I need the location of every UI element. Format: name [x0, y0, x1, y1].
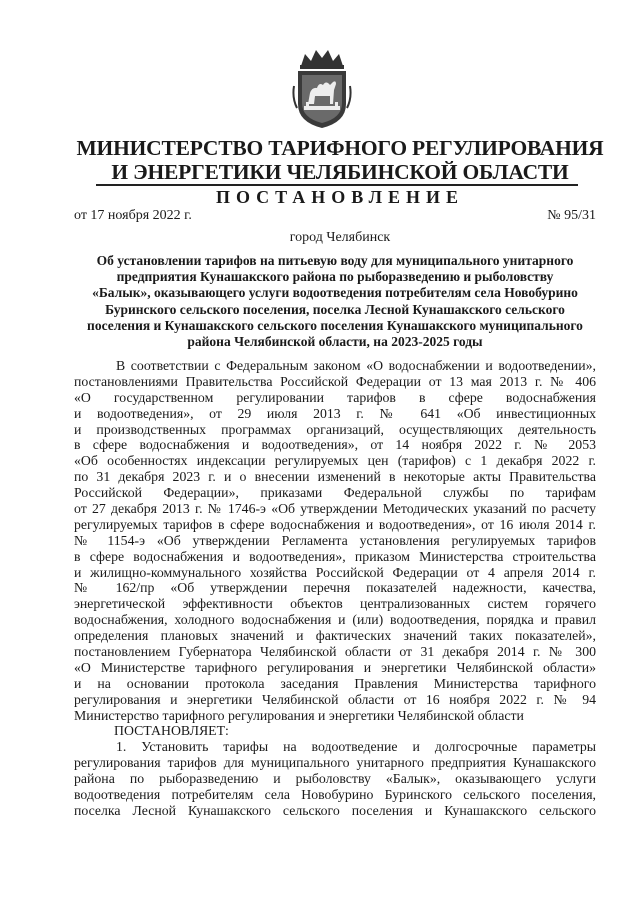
item-1-line: регулирования тарифов для муниципального унитарного предприятия Кунашакского [74, 755, 596, 771]
title-line: Об установлении тарифов на питьевую воду для муниципального унитарного [96, 253, 574, 268]
body-line: регулирования и энергетики Челябинской области от 16 ноября 2022 г. № 94 [74, 691, 596, 707]
body-line: определения плановых значений и фактических значений таких показателей», [74, 628, 596, 644]
ministry-name-line-2: И ЭНЕРГЕТИКИ ЧЕЛЯБИНСКОЙ ОБЛАСТИ [111, 160, 569, 184]
document-title [74, 253, 596, 350]
body-line: Министерство тарифного регулирования и энергетики Челябинской области [74, 707, 524, 723]
item-1-line: водоотведения потребителям села Новобурино Буринского сельского поселения, [74, 787, 596, 803]
item-1-line: 1. Установить тарифы на водоотведение и долгосрочные параметры [116, 739, 596, 755]
body-line: и жилищно-коммунального хозяйства Российской Федерации от 4 апреля 2014 г. [74, 564, 596, 580]
document-type-heading: ПОСТАНОВЛЕНИЕ [215, 187, 465, 207]
body-line: «О государственном регулировании тарифов в сфере водоснабжения [74, 389, 596, 405]
body-line: № 1154-э «Об утверждении Регламента установления регулируемых тарифов [74, 532, 596, 548]
body-line: в сфере водоснабжения и водоотведения», от 14 ноября 2022 г. № 2053 [74, 437, 596, 453]
title-line: района Челябинской области, на 2023-2025 годы [187, 334, 483, 350]
body-line: и на основании протокола заседания Правления Министерства тарифного [74, 675, 596, 691]
body-line: «Об особенностях индексации регулируемых цен (тарифов) с 1 декабря 2022 г. [74, 453, 596, 469]
body-line: от 27 декабря 2013 г. № 1746-э «Об утверждении Методических указаний по расчету [74, 501, 596, 517]
ministry-name-line-1: МИНИСТЕРСТВО ТАРИФНОГО РЕГУЛИРОВАНИЯ [76, 136, 604, 160]
body-line: № 162/пр «Об утверждении перечня показателей надежности, качества, [74, 580, 596, 596]
title-line: предприятия Кунашакского района по рыборазведению и рыболовству [116, 269, 554, 285]
title-line: «Балык», оказывающего услуги водоотведения потребителям села Новобурино [92, 285, 578, 301]
decree-word: ПОСТАНОВЛЯЕТ: [114, 723, 229, 739]
body-line: В соответствии с Федеральным законом «О водоснабжении и водоотведении», [116, 358, 596, 373]
body-line: водоснабжения, холодного водоснабжения и (или) водоотведения, порядка и правил [74, 612, 596, 628]
body-line: «О Министерстве тарифного регулирования и энергетики Челябинской области» [74, 659, 596, 675]
title-line: поселения и Кунашакского сельского поселения Кунашакского муниципального [87, 317, 583, 333]
body-line: Российской Федерации», приказами Федеральной службы по тарифам [74, 485, 596, 501]
body-line: в сфере водоснабжения и водоотведения», приказом Министерства строительства [74, 548, 596, 564]
document-city: город Челябинск [289, 230, 391, 245]
body-line: и водоотведения», от 29 июля 2013 г. № 641 «Об инвестиционных [74, 405, 596, 421]
title-line: Буринского сельского поселения, поселка Лесной Кунашакского сельского [105, 301, 565, 317]
document-date: от 17 ноября 2022 г. [74, 208, 192, 223]
body-line: энергетической эффективности объектов централизованных систем горячего [74, 596, 596, 612]
chelyabinsk-coat-of-arms-icon [291, 46, 353, 130]
body-line: постановлениями Правительства Российской Федерации от 13 мая 2013 г. № 406 [74, 373, 596, 389]
body-line: по 31 декабря 2023 г. и о внесении изменений в некоторые акты Правительства [74, 469, 596, 485]
body-line: регулируемых тарифов в сфере водоснабжения и водоотведения», от 16 июля 2014 г. [74, 516, 596, 532]
body-line: и производственных программах организаций, осуществляющих деятельность [74, 421, 596, 437]
item-1-line: района по рыборазведению и рыболовству «Балык», оказывающего услуги [74, 771, 596, 787]
item-1-line: поселка Лесной Кунашакского сельского поселения и Кунашакского сельского [74, 802, 596, 818]
document-body [74, 358, 596, 819]
body-line: постановлением Губернатора Челябинской области от 31 декабря 2014 г. № 300 [74, 644, 596, 660]
document-number: № 95/31 [547, 208, 596, 223]
